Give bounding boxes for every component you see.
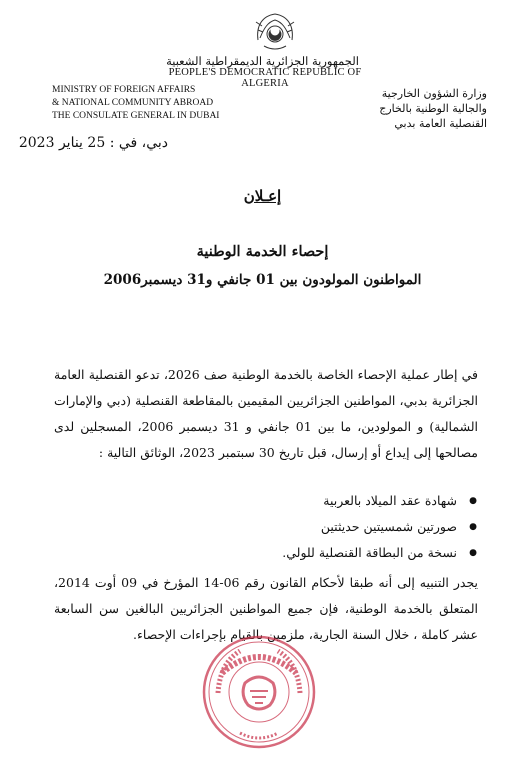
- document-date: دبي، في : 25 يناير 2023: [18, 135, 168, 151]
- announcement-heading: [0, 187, 525, 205]
- page-title: إحصاء الخدمة الوطنية: [196, 243, 329, 260]
- ministry-block-english: [52, 84, 219, 123]
- national-emblem-icon: [250, 10, 300, 54]
- notice-paragraph: يجدر التنبيه إلى أنه طبقا لأحكام القانون رقم 06-14 المؤرخ في 09 أوت 2014، المتعلق بالخدمة الوطنية، فإن جميع المواطنين الجزائريين البالغين سن السابعة عشر كاملة ، خلال السنة الجارية، ملزمين بالقيام بإجراءات الإحصاء.: [54, 575, 478, 642]
- consulate-stamp-icon: [200, 633, 318, 751]
- ministry-line: THE CONSULATE GENERAL IN DUBAI: [52, 111, 220, 121]
- announcement-label: إعـلان: [243, 187, 282, 205]
- intro-paragraph: في إطار عملية الإحصاء الخاصة بالخدمة الوطنية صف 2026، تدعو القنصلية العامة الجزائرية بدبي، المواطنين الجزائريين المقيمين بالمقاطعة القنصلية (دبي والإمارات الشمالية) و المولودين، ما بين 01 جانفي و 31 ديسمبر 2006، المسجلين لدى مصالحها إلى إيداع أو إرسال، قبل تاريخ 30 سبتمبر 2023، الوثائق التالية :: [54, 367, 478, 460]
- republic-name-arabic: الجمهورية الجزائرية الديمقراطية الشعبية: [166, 54, 359, 68]
- ministry-block-arabic: [379, 86, 487, 131]
- documents-list: [217, 488, 477, 566]
- list-item: ● نسخة من البطاقة القنصلية للولي.: [217, 540, 477, 566]
- ministry-line: القنصلية العامة بدبي: [394, 117, 487, 130]
- ministry-line: والجالية الوطنية بالخارج: [379, 102, 487, 115]
- ministry-line: وزارة الشؤون الخارجية: [381, 87, 487, 100]
- list-item: ● صورتين شمسيتين حديثتين: [217, 514, 477, 540]
- list-item: ● شهادة عقد الميلاد بالعربية: [217, 488, 477, 514]
- ministry-line: & NATIONAL COMMUNITY ABROAD: [52, 98, 214, 108]
- page-subtitle: المواطنون المولودون بين 01 جانفي و31 ديسمبر2006: [103, 272, 422, 288]
- republic-name-english: PEOPLE'S DEMOCRATIC REPUBLIC OF ALGERIA: [168, 67, 362, 89]
- ministry-line: MINISTRY OF FOREIGN AFFAIRS: [52, 85, 196, 95]
